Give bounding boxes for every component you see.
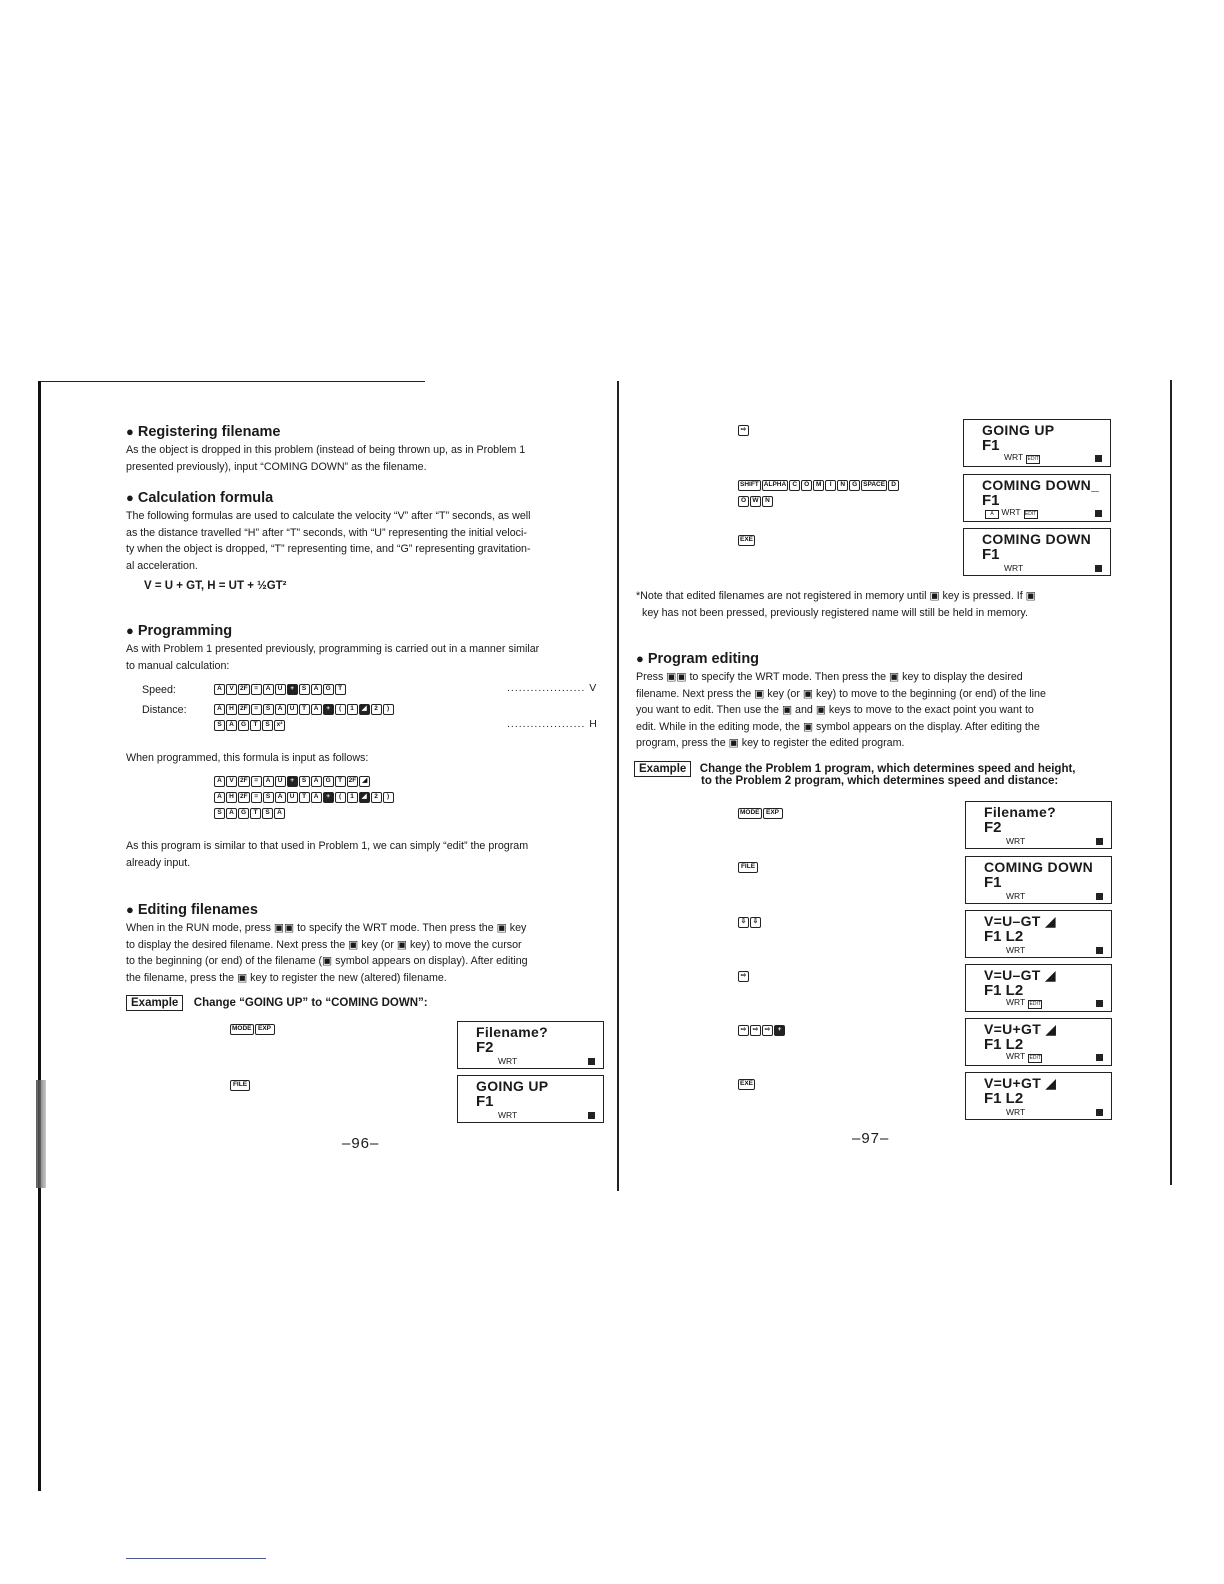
lcd-screen-coming-down-cursor: COMING DOWN_ F1 A WRT EDIT bbox=[963, 474, 1111, 522]
editing-filenames-text: When in the RUN mode, press ▣▣ to specify the WRT mode. Then press the ▣ key to display the desired filename. Next press the ▣ key (or ▣ key) to move the cursor to the beginning (or end) of the filename (▣ symbol appears on display). After editing the filename, press the ▣ key to register the new (altered) filename. bbox=[126, 922, 528, 984]
alpha-key: A bbox=[263, 684, 274, 695]
left-example-row bbox=[126, 993, 428, 1011]
2ndf-key: 2F bbox=[238, 684, 250, 695]
example-text-1: Change the Problem 1 program, which determines speed and height, bbox=[699, 763, 1076, 775]
right-step2-keys-row1: SHIFT ALPHA C O M I N G SPACE D bbox=[738, 480, 899, 491]
right-edge bbox=[1170, 380, 1172, 1185]
page-spine bbox=[617, 381, 619, 1191]
right-step1-keys bbox=[738, 425, 749, 436]
lcd-screen-ex-filename: Filename? F2 WRT bbox=[965, 801, 1112, 849]
example-text: Change “GOING UP” to “COMING DOWN”: bbox=[193, 997, 428, 1009]
left-step1-keys bbox=[230, 1024, 275, 1035]
distance-label: Distance: bbox=[142, 704, 187, 716]
v-key: V bbox=[226, 684, 237, 695]
lcd-screen-ex-vugt-2: V=U–GT ◢ F1 L2 WRT EDIT bbox=[965, 964, 1112, 1012]
speed-label: Speed: bbox=[142, 684, 176, 696]
speed-key-sequence bbox=[214, 684, 346, 695]
exe-key: EXE bbox=[738, 535, 755, 546]
file-key: FILE bbox=[230, 1080, 250, 1091]
example-label: Example bbox=[126, 995, 183, 1011]
note-text: *Note that edited filenames are not registered in memory until ▣ key is pressed. If ▣ key has not been pressed, previously registered name will still be held in memory. bbox=[636, 590, 1036, 619]
r-ex-step1-keys: MODE EXP bbox=[738, 808, 783, 819]
lcd-screen-going-up-edit: GOING UP F1 WRT EDIT bbox=[963, 419, 1111, 467]
lcd-screen-ex-vugt-3: V=U+GT ◢ F1 L2 WRT EDIT bbox=[965, 1018, 1112, 1066]
program-key-sequence-2: A H 2F = S A U T A + ( 1 ◢ 2 ) bbox=[214, 792, 394, 803]
program-key-sequence-1: A V 2F = A U + S A G T 2F ◢ bbox=[214, 776, 370, 787]
r-ex-step2-keys: FILE bbox=[738, 862, 758, 873]
u-key: U bbox=[275, 684, 286, 695]
calculation-formula-heading: ● Calculation formula bbox=[126, 490, 274, 506]
right-step3-keys bbox=[738, 535, 755, 546]
shift-key: S bbox=[299, 684, 310, 695]
program-editing-heading: ● Program editing bbox=[636, 651, 760, 667]
left-edge-shadow bbox=[38, 381, 41, 1491]
right-step2-keys-row2: O W N bbox=[738, 496, 773, 507]
r-ex-step6-keys: EXE bbox=[738, 1079, 755, 1090]
plus-key: + bbox=[287, 684, 298, 695]
mode-key: MODE bbox=[230, 1024, 254, 1035]
formula: V = U + GT, H = UT + ½GT² bbox=[144, 580, 287, 592]
page-number-left: –96– bbox=[342, 1135, 380, 1152]
footer-link-line bbox=[126, 1558, 266, 1559]
lcd-screen-ex-vugt-4: V=U+GT ◢ F1 L2 WRT bbox=[965, 1072, 1112, 1120]
alpha-key: A bbox=[311, 684, 322, 695]
equals-key: = bbox=[251, 684, 262, 695]
r-ex-step4-keys: ⇨ bbox=[738, 971, 749, 982]
down-key: ⇩ bbox=[750, 917, 761, 928]
example-label: Example bbox=[634, 761, 691, 777]
programming-text: As with Problem 1 presented previously, programming is carried out in a manner similar to manual calculation: bbox=[126, 643, 540, 672]
top-rule bbox=[40, 381, 425, 382]
distance-key-sequence-1: A H 2F = S A U T A + ( 1 ◢ 2 ) bbox=[214, 704, 394, 715]
left-step2-keys bbox=[230, 1080, 250, 1091]
r-ex-step5-keys: ⇨ ⇨ ⇨ + bbox=[738, 1025, 785, 1036]
editing-filenames-heading: ● Editing filenames bbox=[126, 902, 258, 918]
exp-key: EXP bbox=[255, 1024, 275, 1035]
down-key: ⇩ bbox=[738, 917, 749, 928]
programmed-text: When programmed, this formula is input as follows: bbox=[126, 752, 369, 764]
speed-result: .................... V bbox=[507, 682, 598, 694]
calculation-formula-text: The following formulas are used to calculate the velocity “V” after “T” seconds, as well as the distance travelled “H” after “T” seconds, with “U” representing the initial veloci- ty when the object is dropped, “T” representing time, and “G” representing gravitation- al acceleration. bbox=[126, 510, 531, 572]
similar-program-text: As this program is similar to that used in Problem 1, we can simply “edit” the program already input. bbox=[126, 840, 529, 869]
alpha-key: A bbox=[214, 684, 225, 695]
example-text-2: to the Problem 2 program, which determines speed and distance: bbox=[701, 775, 1059, 787]
lcd-screen-filename: Filename? F2 WRT bbox=[457, 1021, 604, 1069]
g-key: G bbox=[323, 684, 334, 695]
programming-heading: ● Programming bbox=[126, 623, 233, 639]
t-key: T bbox=[335, 684, 346, 695]
program-editing-text: Press ▣▣ to specify the WRT mode. Then press the ▣ key to display the desired filename. Next press the ▣ key (or ▣ key) to move to the beginning (or end) of the line you want to edit. Then use the ▣ and ▣ keys to move to the exact point you want to edit. While in the editing mode, the ▣ symbol appears on the display. After editing the program, press the ▣ key to register the edited program. bbox=[636, 671, 1046, 749]
lcd-screen-going-up: GOING UP F1 WRT bbox=[457, 1075, 604, 1123]
r-ex-step3-keys bbox=[738, 917, 761, 928]
distance-key-sequence-2: S A G T S x² bbox=[214, 720, 285, 731]
lcd-screen-coming-down: COMING DOWN F1 WRT bbox=[963, 528, 1111, 576]
right-arrow-key: ⇨ bbox=[738, 425, 749, 436]
page-number-right: –97– bbox=[852, 1130, 890, 1147]
lcd-screen-ex-vugt-1: V=U–GT ◢ F1 L2 WRT bbox=[965, 910, 1112, 958]
left-edge-scan-shadow bbox=[36, 1080, 46, 1188]
registering-filename-heading: ● Registering filename bbox=[126, 424, 281, 440]
distance-result: .................... H bbox=[507, 718, 598, 730]
program-key-sequence-3: S A G T S A bbox=[214, 808, 285, 819]
lcd-screen-ex-coming-down: COMING DOWN F1 WRT bbox=[965, 856, 1112, 904]
registering-filename-text: As the object is dropped in this problem (instead of being thrown up, as in Problem 1 presented previously), input “COMING DOWN” as the filename. bbox=[126, 444, 526, 473]
d-indicator bbox=[588, 1058, 595, 1065]
